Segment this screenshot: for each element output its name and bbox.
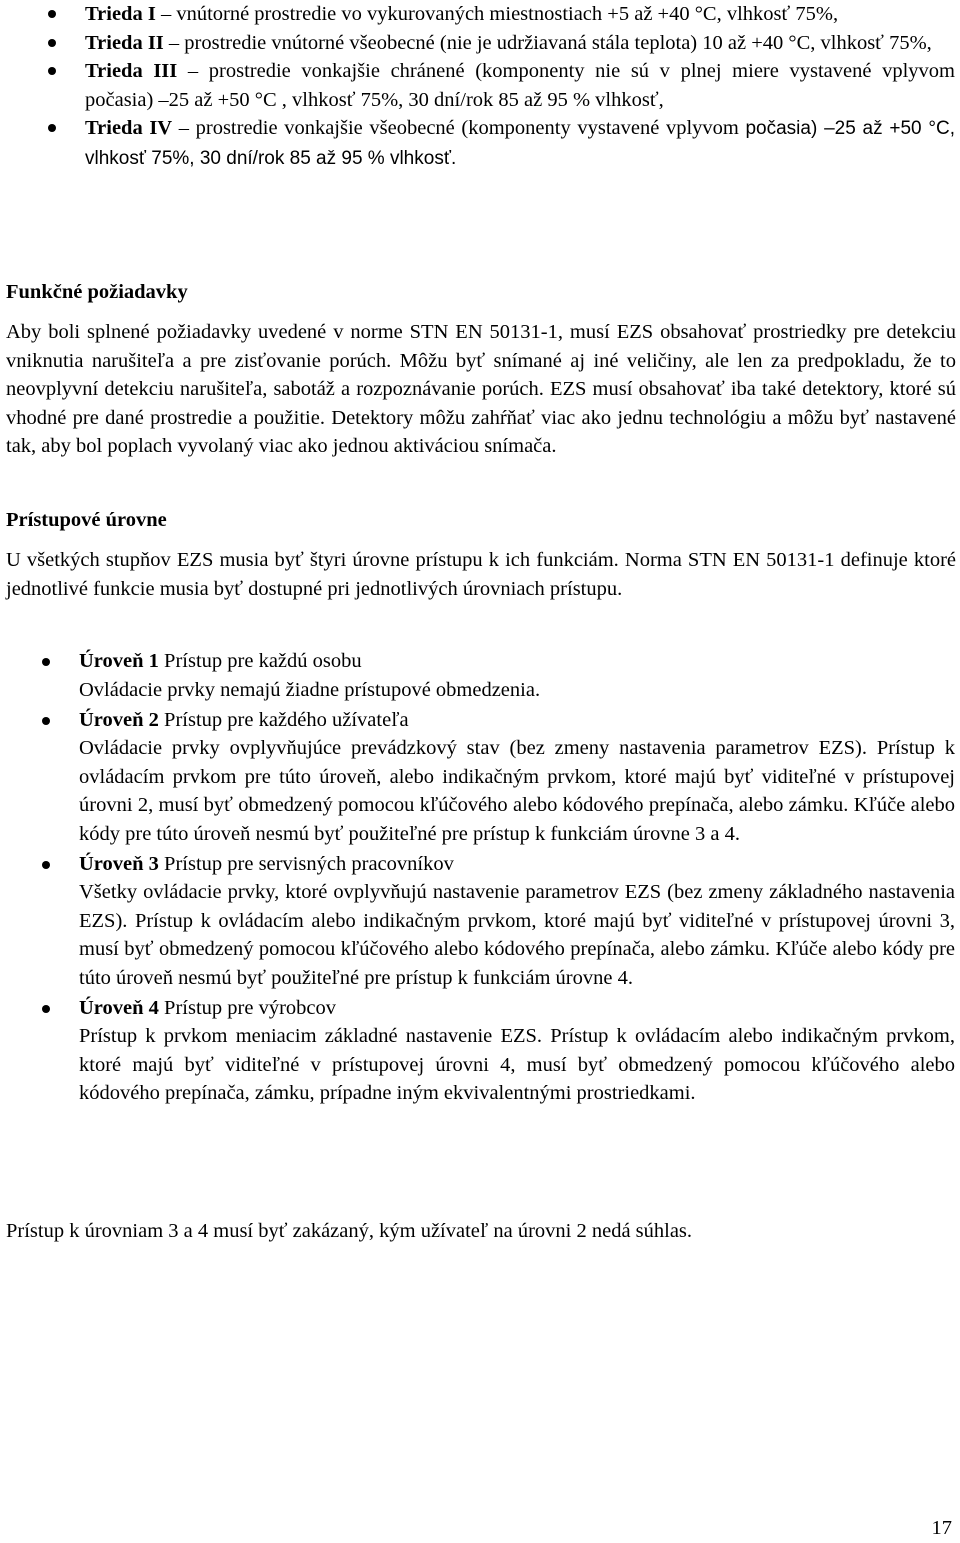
access-level-list [79, 647, 955, 1109]
class-label: Trieda II [85, 31, 164, 54]
access-levels-heading: Prístupové úrovne [6, 509, 167, 531]
level-description: Ovládacie prvky nemajú žiadne prístupové obmedzenia. [79, 678, 541, 701]
bullet-icon [42, 1005, 50, 1013]
list-item [85, 57, 955, 114]
bullet-icon [42, 717, 50, 725]
level-title: Prístup pre každú osobu [158, 650, 362, 672]
list-item [79, 994, 955, 1108]
level-title: Prístup pre výrobcov [158, 996, 336, 1019]
class-text: – prostredie vonkajšie chránené (komponenty nie sú v plnej miere vystavené vplyvom počasia) –25 až +50 °C , vlhkosť 75%, 30 dní/rok 85 až 95 % vlhkosť, [85, 60, 955, 111]
bullet-icon [48, 10, 56, 18]
access-levels-paragraph: U všetkých stupňov EZS musia byť štyri úrovne prístupu k ich funkciám. Norma STN EN 50131-1 definuje ktoré jednotlivé funkcie musia byť dostupné pri jednotlivých úrovniach prístupu. [6, 549, 956, 600]
class-label: Trieda IV [85, 117, 173, 139]
list-item [79, 647, 955, 704]
level-description: Prístup k prvkom meniacim základné nastavenie EZS. Prístup k ovládacím alebo indikačným prvkom, ktoré majú byť viditeľné v prístupovej úrovni 4, musí byť obmedzený pomocou kľúčového alebo kódového prepínača, zámku, prípadne iným ekvivalentnými prostriedkami. [79, 1025, 955, 1104]
environment-class-list [85, 0, 955, 173]
class-label: Trieda I [85, 3, 156, 25]
class-text-sans: počasia) –25 až +50 °C, vlhkosť 75%, 30 dní/rok 85 až 95 % vlhkosť. [85, 118, 956, 169]
bullet-icon [48, 39, 56, 47]
list-item [79, 706, 955, 849]
class-label: Trieda III [85, 60, 178, 82]
level-label: Úroveň 4 [79, 996, 159, 1019]
level-title: Prístup pre servisných pracovníkov [158, 852, 454, 875]
bullet-icon [48, 124, 56, 132]
list-item [85, 114, 955, 173]
bullet-icon [42, 861, 50, 869]
page-number: 17 [931, 1517, 952, 1539]
level-description: Ovládacie prvky ovplyvňujúce prevádzkový stav (bez zmeny nastavenia parametrov EZS). Prístup k ovládacím prvkom pre túto úroveň, alebo indikačným prvkom, ktoré majú byť viditeľné v prístupovej úrovni 2, musí byť obmedzený pomocou kľúčového alebo kódového prepínača, alebo zámku. Kľúče alebo kódy pre túto úroveň nesmú byť použiteľné pre prístup k funkciám úrovne 3 a 4. [79, 737, 955, 845]
level-label: Úroveň 1 [79, 650, 159, 672]
class-text: – prostredie vonkajšie všeobecné (komponenty vystavené vplyvom [172, 117, 746, 139]
level-description: Všetky ovládacie prvky, ktoré ovplyvňujú nastavenie parametrov EZS (bez zmeny základného nastavenia EZS). Prístup k ovládacím alebo indikačným prvkom, ktoré majú byť viditeľné v prístupovej úrovni 3, musí byť obmedzený pomocou kľúčového alebo kódového prepínača, alebo zámku. Kľúče alebo kódy pre túto úroveň nesmú byť použiteľné pre prístup k funkciám úrovne 4. [79, 881, 955, 989]
list-item [85, 29, 955, 58]
list-item [85, 0, 955, 29]
functional-requirements-paragraph: Aby boli splnené požiadavky uvedené v norme STN EN 50131-1, musí EZS obsahovať prostriedky pre detekciu vniknutia narušiteľa a pre zisťovanie porúch. Môžu byť snímané aj iné veličiny, ale len za predpokladu, že to neovplyvní detekciu narušiteľa, sabotáž a rozpoznávanie porúch. EZS musí obsahovať iba také detektory, ktoré sú vhodné pre dané prostredie a použitie. Detektory môžu zahŕňať viac ako jednu technológiu a môžu byť nastavené tak, aby bol poplach vyvolaný viac ako jednou aktiváciou snímača. [6, 321, 956, 457]
class-text: – vnútorné prostredie vo vykurovaných miestnostiach +5 až +40 °C, vlhkosť 75%, [155, 3, 839, 25]
level-label: Úroveň 3 [79, 852, 159, 875]
functional-requirements-heading: Funkčné požiadavky [6, 281, 188, 303]
list-item [79, 850, 955, 993]
bullet-icon [42, 658, 50, 666]
level-label: Úroveň 2 [79, 708, 159, 731]
bullet-icon [48, 67, 56, 75]
class-text: – prostredie vnútorné všeobecné (nie je udržiavaná stála teplota) 10 až +40 °C, vlhkosť 75%, [163, 31, 932, 54]
level-title: Prístup pre každého užívateľa [158, 708, 409, 731]
closing-sentence: Prístup k úrovniam 3 a 4 musí byť zakázaný, kým užívateľ na úrovni 2 nedá súhlas. [6, 1220, 693, 1242]
